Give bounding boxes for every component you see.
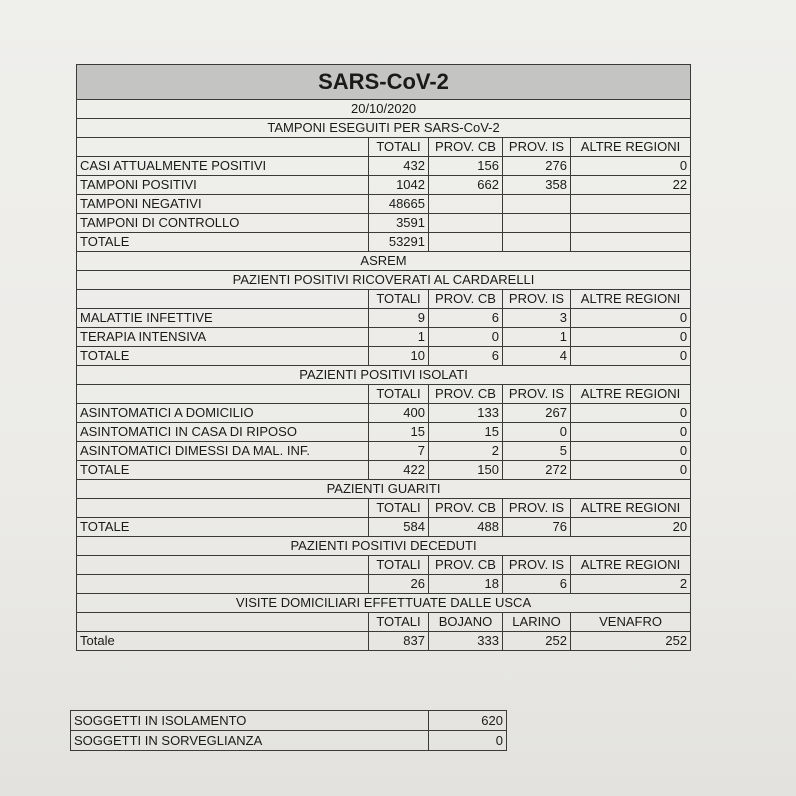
empty-header-cell (77, 385, 369, 404)
row-label: TAMPONI DI CONTROLLO (77, 214, 369, 233)
value-cell: 20 (571, 518, 691, 537)
value-cell: 6 (429, 347, 503, 366)
value-cell: 9 (369, 309, 429, 328)
table-row (77, 632, 691, 651)
row-label: TERAPIA INTENSIVA (77, 328, 369, 347)
table-row (77, 518, 691, 537)
table-row (77, 575, 691, 594)
summary-row (71, 711, 507, 731)
value-cell: 76 (503, 518, 571, 537)
value-cell: 53291 (369, 233, 429, 252)
value-cell: 22 (571, 176, 691, 195)
section-heading-row (77, 537, 691, 556)
column-header: PROV. IS (503, 556, 571, 575)
table-row (77, 461, 691, 480)
row-label: ASINTOMATICI IN CASA DI RIPOSO (77, 423, 369, 442)
column-header: TOTALI (369, 499, 429, 518)
section-heading: PAZIENTI POSITIVI RICOVERATI AL CARDARELLI (77, 271, 691, 290)
table-row (77, 347, 691, 366)
value-cell: 2 (571, 575, 691, 594)
value-cell (503, 233, 571, 252)
column-header: TOTALI (369, 556, 429, 575)
column-header: TOTALI (369, 613, 429, 632)
section-heading-row (77, 480, 691, 499)
table-row (77, 195, 691, 214)
section-heading: PAZIENTI GUARITI (77, 480, 691, 499)
value-cell: 2 (429, 442, 503, 461)
date-row (77, 100, 691, 119)
summary-row (71, 731, 507, 751)
section-heading-row (77, 366, 691, 385)
summary-value: 620 (429, 711, 507, 731)
column-header: PROV. IS (503, 138, 571, 157)
value-cell: 15 (369, 423, 429, 442)
table-row (77, 423, 691, 442)
value-cell: 0 (571, 442, 691, 461)
value-cell: 4 (503, 347, 571, 366)
section-heading: VISITE DOMICILIARI EFFETTUATE DALLE USCA (77, 594, 691, 613)
section-heading: PAZIENTI POSITIVI DECEDUTI (77, 537, 691, 556)
table-row (77, 214, 691, 233)
column-header: PROV. CB (429, 385, 503, 404)
value-cell: 0 (571, 309, 691, 328)
section-heading-row (77, 594, 691, 613)
value-cell: 0 (429, 328, 503, 347)
value-cell: 837 (369, 632, 429, 651)
column-header-row (77, 385, 691, 404)
value-cell: 7 (369, 442, 429, 461)
value-cell: 0 (571, 347, 691, 366)
row-label: CASI ATTUALMENTE POSITIVI (77, 157, 369, 176)
value-cell: 272 (503, 461, 571, 480)
row-label: Totale (77, 632, 369, 651)
value-cell: 358 (503, 176, 571, 195)
value-cell (503, 195, 571, 214)
value-cell: 432 (369, 157, 429, 176)
value-cell: 26 (369, 575, 429, 594)
table-row (77, 176, 691, 195)
table-row (77, 442, 691, 461)
value-cell: 6 (429, 309, 503, 328)
summary-table (70, 710, 507, 751)
value-cell: 0 (503, 423, 571, 442)
covid-report-table (76, 64, 691, 651)
column-header-row (77, 556, 691, 575)
value-cell: 3 (503, 309, 571, 328)
value-cell (571, 233, 691, 252)
column-header: LARINO (503, 613, 571, 632)
value-cell: 584 (369, 518, 429, 537)
row-label: MALATTIE INFETTIVE (77, 309, 369, 328)
value-cell: 400 (369, 404, 429, 423)
section-heading-row (77, 252, 691, 271)
value-cell: 252 (571, 632, 691, 651)
value-cell (571, 214, 691, 233)
section-heading-row (77, 119, 691, 138)
value-cell: 1 (369, 328, 429, 347)
value-cell: 150 (429, 461, 503, 480)
report-title: SARS-CoV-2 (77, 65, 691, 100)
value-cell: 0 (571, 328, 691, 347)
section-heading: TAMPONI ESEGUITI PER SARS-CoV-2 (77, 119, 691, 138)
row-label (77, 575, 369, 594)
column-header: TOTALI (369, 290, 429, 309)
table-row (77, 328, 691, 347)
section-heading-row (77, 271, 691, 290)
value-cell: 0 (571, 423, 691, 442)
empty-header-cell (77, 613, 369, 632)
value-cell: 133 (429, 404, 503, 423)
title-row (77, 65, 691, 100)
row-label: TOTALE (77, 461, 369, 480)
value-cell (571, 195, 691, 214)
column-header-row (77, 138, 691, 157)
value-cell: 5 (503, 442, 571, 461)
column-header: TOTALI (369, 385, 429, 404)
column-header: PROV. IS (503, 290, 571, 309)
table-row (77, 157, 691, 176)
table-row (77, 233, 691, 252)
value-cell: 0 (571, 404, 691, 423)
column-header: VENAFRO (571, 613, 691, 632)
row-label: TOTALE (77, 518, 369, 537)
column-header-row (77, 290, 691, 309)
table-row (77, 309, 691, 328)
value-cell (429, 233, 503, 252)
value-cell: 0 (571, 461, 691, 480)
value-cell: 488 (429, 518, 503, 537)
value-cell: 662 (429, 176, 503, 195)
column-header-row (77, 499, 691, 518)
value-cell: 333 (429, 632, 503, 651)
column-header: PROV. CB (429, 290, 503, 309)
row-label: TAMPONI POSITIVI (77, 176, 369, 195)
row-label: TOTALE (77, 347, 369, 366)
value-cell: 1042 (369, 176, 429, 195)
column-header: PROV. CB (429, 138, 503, 157)
row-label: ASINTOMATICI A DOMICILIO (77, 404, 369, 423)
column-header: PROV. IS (503, 499, 571, 518)
row-label: TOTALE (77, 233, 369, 252)
column-header: ALTRE REGIONI (571, 499, 691, 518)
column-header: ALTRE REGIONI (571, 290, 691, 309)
section-heading: PAZIENTI POSITIVI ISOLATI (77, 366, 691, 385)
row-label: TAMPONI NEGATIVI (77, 195, 369, 214)
value-cell: 1 (503, 328, 571, 347)
column-header: ALTRE REGIONI (571, 385, 691, 404)
table-row (77, 404, 691, 423)
value-cell: 48665 (369, 195, 429, 214)
column-header-row (77, 613, 691, 632)
value-cell: 3591 (369, 214, 429, 233)
value-cell: 15 (429, 423, 503, 442)
value-cell: 10 (369, 347, 429, 366)
column-header: PROV. IS (503, 385, 571, 404)
summary-value: 0 (429, 731, 507, 751)
value-cell (503, 214, 571, 233)
column-header: PROV. CB (429, 499, 503, 518)
row-label: ASINTOMATICI DIMESSI DA MAL. INF. (77, 442, 369, 461)
value-cell: 156 (429, 157, 503, 176)
value-cell: 276 (503, 157, 571, 176)
value-cell: 18 (429, 575, 503, 594)
column-header: ALTRE REGIONI (571, 138, 691, 157)
empty-header-cell (77, 499, 369, 518)
report-date: 20/10/2020 (77, 100, 691, 119)
value-cell (429, 195, 503, 214)
value-cell: 422 (369, 461, 429, 480)
column-header: PROV. CB (429, 556, 503, 575)
column-header: ALTRE REGIONI (571, 556, 691, 575)
column-header: BOJANO (429, 613, 503, 632)
empty-header-cell (77, 556, 369, 575)
column-header: TOTALI (369, 138, 429, 157)
value-cell: 252 (503, 632, 571, 651)
value-cell: 267 (503, 404, 571, 423)
empty-header-cell (77, 290, 369, 309)
summary-label: SOGGETTI IN SORVEGLIANZA (71, 731, 429, 751)
empty-header-cell (77, 138, 369, 157)
value-cell (429, 214, 503, 233)
value-cell: 0 (571, 157, 691, 176)
value-cell: 6 (503, 575, 571, 594)
section-heading: ASREM (77, 252, 691, 271)
summary-label: SOGGETTI IN ISOLAMENTO (71, 711, 429, 731)
